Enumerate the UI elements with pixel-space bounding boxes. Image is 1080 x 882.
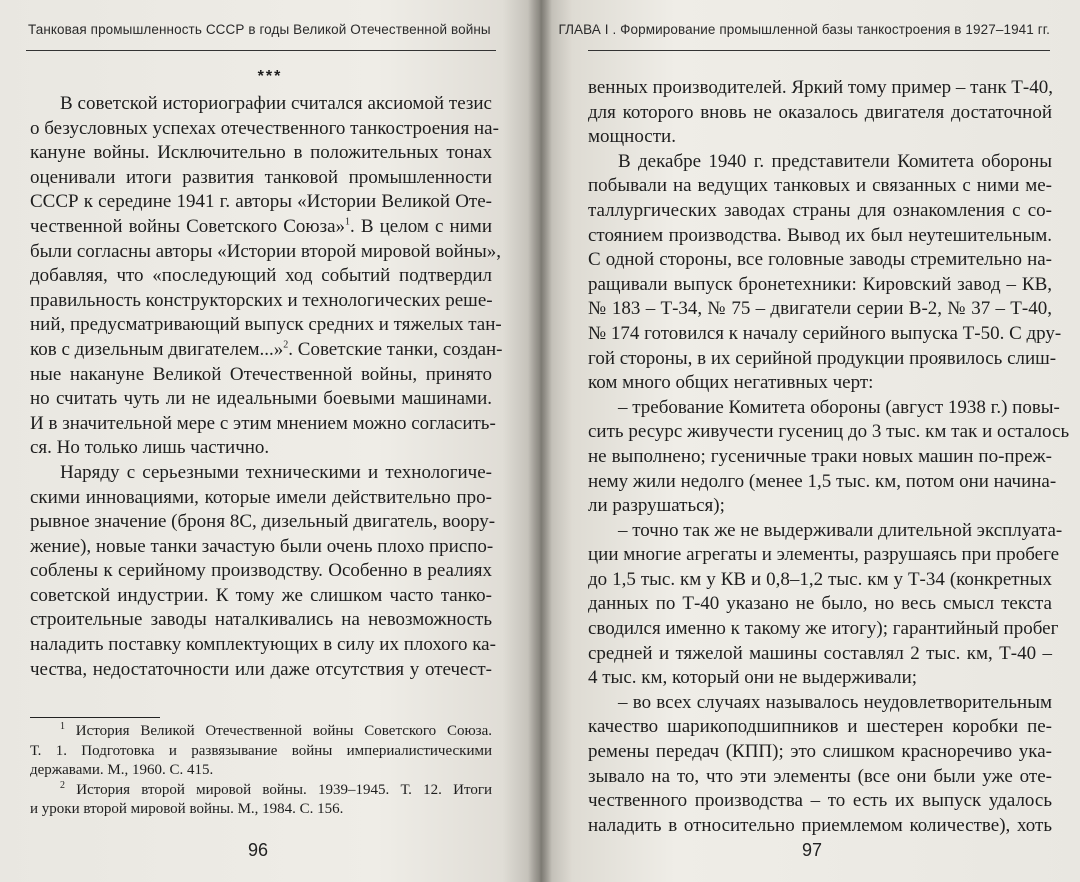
text-fragment: ков с дизельным двигателем...» — [30, 338, 284, 360]
footnote-line: Т. 1. Подготовка и развязывание войны империалистическими — [30, 742, 492, 759]
text-line: строительные заводы наталкивались на невозможность — [30, 609, 492, 631]
text-line-with-footnote — [30, 338, 503, 363]
right-header-rule — [588, 50, 1050, 51]
footnotes — [30, 722, 492, 820]
right-page — [540, 0, 1080, 882]
text-line: качество шарикоподшипников и шестерен коробки пе- — [588, 716, 1052, 738]
text-line: Наряду с серьезными техническими и технологиче- — [60, 461, 492, 483]
text-line: мощности. — [588, 126, 676, 148]
text-line: не выполнено; гусеничные траки новых машин по-преж- — [588, 445, 1052, 467]
text-line: 4 тыс. км, который они не выдерживали; — [588, 667, 918, 689]
text-line: С одной стороны, все головные заводы стремительно на- — [588, 249, 1052, 271]
page-number-right: 97 — [802, 840, 823, 860]
left-running-head: Танковая промышленность СССР в годы Великой Отечественной войны — [28, 22, 491, 37]
text-line: нему жили недолго (менее 1,5 тыс. км, потом они начина- — [588, 470, 1057, 492]
text-fragment: История второй мировой войны. 1939–1945. Т. 12. Итоги — [76, 781, 492, 798]
text-line: были согласны авторы «Истории второй мировой войны», — [30, 240, 502, 262]
text-line: СССР к середине 1941 г. авторы «Истории Великой Оте- — [30, 191, 492, 213]
text-line: В советской историографии считался аксиомой тезис — [60, 93, 492, 114]
text-line: И в значительной мере с этим мнением можно согласить- — [30, 412, 496, 434]
text-line: наладить в относительно приемлемом количестве), хоть — [588, 814, 1052, 836]
footnote-number: 2 — [60, 779, 65, 791]
text-line: до 1,5 тыс. км у КВ и 0,8–1,2 тыс. км у Т-34 (конкретных — [588, 568, 1052, 590]
section-separator: *** — [257, 68, 283, 85]
right-running-head: ГЛАВА I . Формирование промышленной базы танкостроения в 1927–1941 гг. — [558, 22, 1050, 37]
page-number-left: 96 — [248, 840, 269, 860]
text-line: таллургических заводах страны для ознакомления с со- — [588, 199, 1052, 221]
footnote-line — [30, 722, 492, 742]
footnote-line: и уроки второй мировой войны. М., 1984. С. 156. — [30, 801, 344, 817]
text-line: ли разрушаться); — [588, 495, 725, 517]
text-fragment: . В целом с ними — [350, 215, 492, 237]
text-fragment: История Великой Отечественной войны Советского Союза. — [75, 723, 492, 739]
text-line: средней и тяжелой машины составлял 2 тыс. км, Т-40 – — [588, 642, 1052, 664]
text-line: – точно так же не выдерживали длительной эксплуата- — [618, 519, 1063, 541]
text-line: – требование Комитета обороны (август 1938 г.) повы- — [618, 396, 1060, 418]
footnote-ref: 2 — [283, 339, 289, 351]
text-line: о безусловных успехах отечественного танкостроения на- — [30, 117, 499, 139]
text-line: но считать чуть ли не идеальными боевыми машинами. — [30, 388, 492, 410]
text-line: наладить поставку комплектующих в силу их плохого ка- — [30, 634, 496, 656]
text-line: побывали на ведущих танковых и связанных с ними ме- — [588, 175, 1052, 197]
footnote-number: 1 — [60, 721, 65, 732]
text-line: скими инновациями, которые имели действительно про- — [30, 486, 492, 508]
text-line: добавляя, что «последующий ход событий подтвердил — [30, 265, 492, 287]
text-line: соблены к серийному производству. Особенно в реалиях — [30, 560, 492, 582]
text-line: ращивали выпуск бронетехники: Кировский завод – КВ, — [588, 273, 1052, 295]
left-body-text — [30, 92, 503, 682]
footnote-ref: 1 — [345, 216, 351, 228]
text-line: данных по Т-40 указано не было, но весь смысл текста — [588, 593, 1052, 615]
text-line: стоянием производства. Вывод их был неутешительным. — [588, 224, 1052, 246]
text-line: В декабре 1940 г. представители Комитета обороны — [618, 150, 1052, 172]
text-line: ные накануне Великой Отечественной войны, принято — [30, 363, 492, 385]
text-line: жение), новые танки зачастую были очень плохо приспо- — [30, 535, 494, 557]
text-line: правильность конструкторских и технологических реше- — [30, 289, 493, 311]
text-line: № 183 – Т-34, № 75 – двигатели серии В-2, № 37 – Т-40, — [588, 298, 1052, 320]
text-line: венных производителей. Яркий тому пример – танк Т-40, — [588, 77, 1053, 98]
text-line: для которого вновь не оказалось двигателя достаточной — [588, 101, 1052, 123]
text-line: оценивали итоги развития танковой промышленности — [30, 166, 492, 188]
text-line: ции многие агрегаты и элементы, разрушаясь при пробеге — [588, 544, 1060, 566]
text-line: – во всех случаях называлось неудовлетворительным — [618, 691, 1052, 713]
text-fragment: . Советские танки, создан- — [288, 338, 503, 360]
text-line: чества, недостаточности или даже отсутствия у отечест- — [30, 658, 492, 680]
footnote-line — [30, 781, 492, 801]
text-line: советской индустрии. К тому же слишком часто танко- — [30, 584, 492, 606]
text-line: сводился именно к такому же итогу); гарантийный пробег — [588, 618, 1059, 640]
text-line: № 174 готовился к началу серийного выпуска Т-50. С дру- — [588, 322, 1062, 344]
text-line: ся. Но только лишь частично. — [30, 437, 270, 459]
text-line: сить ресурс живучести гусениц до 3 тыс. км так и осталось — [588, 421, 1070, 443]
footnote-rule — [30, 717, 160, 718]
text-line: рывное значение (броня 8С, дизельный двигатель, воору- — [30, 511, 496, 533]
text-line: ком много общих негативных черт: — [588, 372, 874, 394]
text-line-with-footnote — [30, 215, 492, 240]
right-body-text — [588, 76, 1070, 838]
text-line: ремены передач (КПП); это слишком красноречиво ука- — [588, 741, 1052, 763]
text-fragment: чественной войны Советского Союза» — [30, 215, 346, 237]
text-line: гой стороны, в их серийной продукции проявилось слиш- — [588, 347, 1057, 369]
footnote-line: державами. М., 1960. С. 415. — [30, 762, 214, 778]
text-line: зывало на то, что эти элементы (все они были уже оте- — [588, 765, 1052, 787]
left-header-rule — [26, 50, 496, 51]
text-line: чественного производства – то есть их выпуск удалось — [588, 790, 1052, 812]
text-line: кануне войны. Исключительно в положительных тонах — [30, 142, 492, 164]
text-line: ний, предусматривающий выпуск средних и тяжелых тан- — [30, 314, 502, 336]
